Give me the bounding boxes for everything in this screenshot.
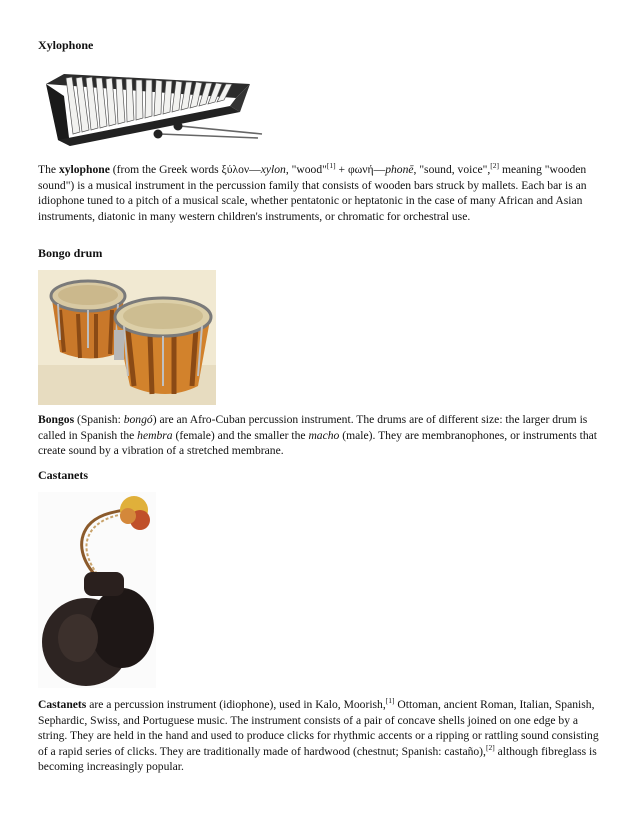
xylophone-image bbox=[40, 66, 270, 154]
bongo-heading: Bongo drum bbox=[38, 246, 103, 260]
castanets-heading: Castanets bbox=[38, 468, 88, 482]
bongo-description: Bongos (Spanish: bongó) are an Afro-Cuban percussion instrument. The drums are of different size: the larger drum is called in Spanish the hembra (female) and the smaller the macho (male). They are membranophones, or instruments that create sound by a vibration of a stretched membrane. bbox=[38, 413, 598, 458]
castanets-term: Castanets bbox=[38, 698, 87, 711]
castanets-ref-2[interactable]: [2] bbox=[485, 742, 495, 752]
castanets-ref-1[interactable]: [1] bbox=[385, 696, 395, 706]
bongo-term: Bongos bbox=[38, 413, 75, 426]
castanets-description: Castanets are a percussion instrument (idiophone), used in Kalo, Moorish,[1] Ottoman, ancient Roman, Italian, Spanish, Sephardic, Swiss, and Portuguese music. The instrument consists of a pair of concave shells joined on one edge by a string. They are held in the hand and used to produce clicks for rhythmic accents or a ripping or rattling sound consisting of a rapid series of clicks. They are traditionally made of hardwood (chestnut; Spanish: castaño),[2] although fibreglass is becoming increasingly popular. bbox=[38, 696, 599, 774]
castanets-image bbox=[38, 492, 156, 688]
xylophone-ref-1[interactable]: [1] bbox=[326, 161, 336, 171]
xylophone-description: The xylophone (from the Greek words ξύλον—xylon, "wood"[1] + φωνή—phonē, "sound, voice",[2] meaning "wooden sound") is a musical instrument in the percussion family that consists of wooden bars struck by mallets. Each bar is an idiophone tuned to a pitch of a musical scale, whether pentatonic or heptatonic in the case of many African and Asian instruments, diatonic in many western children's instruments, or chromatic for orchestral use. bbox=[38, 161, 587, 223]
bongo-image bbox=[38, 270, 216, 405]
xylophone-term: xylophone bbox=[58, 163, 110, 176]
xylophone-heading: Xylophone bbox=[38, 38, 94, 52]
xylophone-ref-2[interactable]: [2] bbox=[490, 161, 500, 171]
